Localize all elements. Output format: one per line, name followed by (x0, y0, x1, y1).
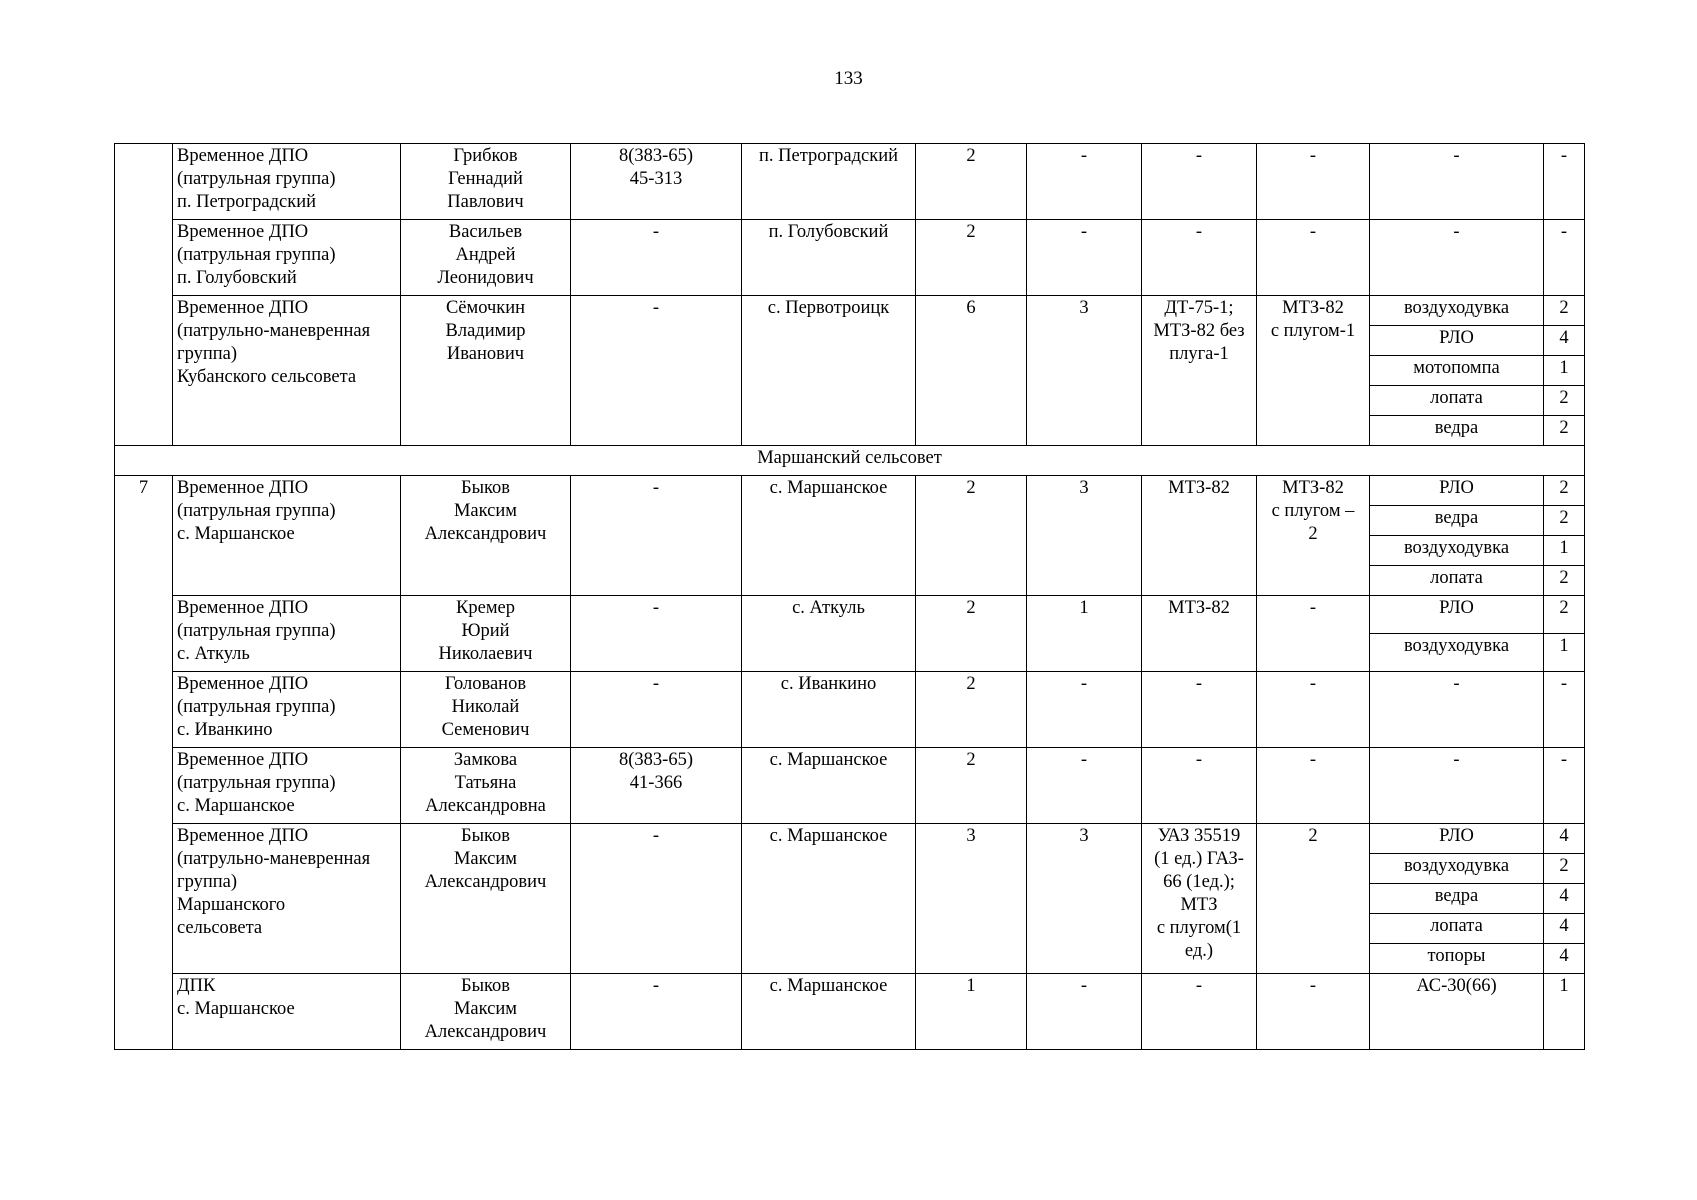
vehicle-count-cell: 3 (1027, 824, 1142, 974)
plough-cell: 2 (1257, 824, 1370, 974)
people-count-cell: 3 (916, 824, 1027, 974)
inventory-count-cell: 1 (1544, 536, 1585, 566)
unit-name-cell: Временное ДПО (патрульная группа) с. Маршанское (173, 476, 401, 596)
phone-cell: - (571, 596, 742, 672)
resource-table (114, 143, 1585, 1050)
inventory-item-cell: РЛО (1370, 476, 1544, 506)
phone-cell: - (571, 296, 742, 446)
table-row (115, 296, 1585, 326)
inventory-item-cell: АС-30(66) (1370, 974, 1544, 1050)
people-count-cell: 2 (916, 596, 1027, 672)
inventory-item-cell: РЛО (1370, 596, 1544, 634)
inventory-count-cell: 2 (1544, 416, 1585, 446)
vehicles-cell: - (1142, 220, 1257, 296)
unit-name-cell: Временное ДПО (патрульная группа) с. Иванкино (173, 672, 401, 748)
location-cell: с. Иванкино (742, 672, 916, 748)
inventory-count-cell: - (1544, 748, 1585, 824)
location-cell: с. Первотроицк (742, 296, 916, 446)
phone-cell: - (571, 672, 742, 748)
phone-cell: 8(383-65) 41-366 (571, 748, 742, 824)
location-cell: с. Маршанское (742, 476, 916, 596)
people-count-cell: 6 (916, 296, 1027, 446)
plough-cell: - (1257, 220, 1370, 296)
vehicles-cell: - (1142, 748, 1257, 824)
inventory-item-cell: - (1370, 220, 1544, 296)
phone-cell: 8(383-65) 45-313 (571, 144, 742, 220)
inventory-item-cell: - (1370, 748, 1544, 824)
vehicles-cell: УАЗ 35519 (1 ед.) ГАЗ- 66 (1ед.); МТЗ с плугом(1 ед.) (1142, 824, 1257, 974)
person-cell: Сёмочкин Владимир Иванович (401, 296, 571, 446)
vehicles-cell: - (1142, 672, 1257, 748)
table-row (115, 144, 1585, 220)
inventory-item-cell: РЛО (1370, 824, 1544, 854)
plough-cell: - (1257, 974, 1370, 1050)
inventory-item-cell: ведра (1370, 416, 1544, 446)
unit-name-cell: Временное ДПО (патрульная группа) п. Голубовский (173, 220, 401, 296)
unit-name-cell: Временное ДПО (патрульно-маневренная группа) Кубанского сельсовета (173, 296, 401, 446)
table-row (115, 220, 1585, 296)
person-cell: Грибков Геннадий Павлович (401, 144, 571, 220)
inventory-count-cell: 1 (1544, 634, 1585, 672)
inventory-item-cell: топоры (1370, 944, 1544, 974)
vehicle-count-cell: - (1027, 672, 1142, 748)
person-cell: Кремер Юрий Николаевич (401, 596, 571, 672)
inventory-count-cell: 2 (1544, 506, 1585, 536)
inventory-item-cell: воздуходувка (1370, 536, 1544, 566)
inventory-count-cell: 2 (1544, 476, 1585, 506)
inventory-count-cell: 2 (1544, 596, 1585, 634)
table-row (115, 476, 1585, 506)
table-row (115, 824, 1585, 854)
person-cell: Голованов Николай Семенович (401, 672, 571, 748)
vehicles-cell: - (1142, 144, 1257, 220)
plough-cell: - (1257, 748, 1370, 824)
location-cell: с. Маршанское (742, 748, 916, 824)
vehicle-count-cell: - (1027, 974, 1142, 1050)
phone-cell: - (571, 824, 742, 974)
people-count-cell: 2 (916, 220, 1027, 296)
people-count-cell: 2 (916, 144, 1027, 220)
page-number: 133 (834, 68, 863, 89)
section-title: Маршанский сельсовет (115, 446, 1585, 476)
plough-cell: - (1257, 596, 1370, 672)
inventory-item-cell: мотопомпа (1370, 356, 1544, 386)
unit-name-cell: Временное ДПО (патрульная группа) с. Аткуль (173, 596, 401, 672)
vehicles-cell: ДТ-75-1; МТЗ-82 без плуга-1 (1142, 296, 1257, 446)
plough-cell: - (1257, 144, 1370, 220)
phone-cell: - (571, 476, 742, 596)
vehicle-count-cell: - (1027, 748, 1142, 824)
vehicle-count-cell: 3 (1027, 476, 1142, 596)
table-row (115, 596, 1585, 634)
unit-name-cell: ДПК с. Маршанское (173, 974, 401, 1050)
unit-name-cell: Временное ДПО (патрульная группа) п. Петроградский (173, 144, 401, 220)
location-cell: п. Петроградский (742, 144, 916, 220)
person-cell: Замкова Татьяна Александровна (401, 748, 571, 824)
inventory-count-cell: - (1544, 672, 1585, 748)
inventory-count-cell: 4 (1544, 326, 1585, 356)
person-cell: Быков Максим Александрович (401, 974, 571, 1050)
location-cell: с. Аткуль (742, 596, 916, 672)
plough-cell: МТЗ-82 с плугом-1 (1257, 296, 1370, 446)
inventory-count-cell: 4 (1544, 824, 1585, 854)
inventory-item-cell: - (1370, 144, 1544, 220)
inventory-count-cell: 2 (1544, 854, 1585, 884)
plough-cell: МТЗ-82 с плугом – 2 (1257, 476, 1370, 596)
phone-cell: - (571, 220, 742, 296)
inventory-item-cell: - (1370, 672, 1544, 748)
phone-cell: - (571, 974, 742, 1050)
section-row (115, 446, 1585, 476)
inventory-item-cell: воздуходувка (1370, 296, 1544, 326)
vehicles-cell: МТЗ-82 (1142, 476, 1257, 596)
people-count-cell: 1 (916, 974, 1027, 1050)
inventory-count-cell: - (1544, 144, 1585, 220)
inventory-item-cell: РЛО (1370, 326, 1544, 356)
location-cell: с. Маршанское (742, 974, 916, 1050)
table-row (115, 748, 1585, 824)
inventory-count-cell: 4 (1544, 884, 1585, 914)
inventory-item-cell: воздуходувка (1370, 634, 1544, 672)
inventory-count-cell: 4 (1544, 914, 1585, 944)
vehicle-count-cell: - (1027, 144, 1142, 220)
inventory-item-cell: лопата (1370, 386, 1544, 416)
inventory-count-cell: 1 (1544, 974, 1585, 1050)
person-cell: Быков Максим Александрович (401, 824, 571, 974)
people-count-cell: 2 (916, 476, 1027, 596)
location-cell: п. Голубовский (742, 220, 916, 296)
unit-name-cell: Временное ДПО (патрульно-маневренная группа) Маршанского сельсовета (173, 824, 401, 974)
vehicle-count-cell: 3 (1027, 296, 1142, 446)
vehicle-count-cell: 1 (1027, 596, 1142, 672)
inventory-count-cell: 2 (1544, 296, 1585, 326)
vehicle-count-cell: - (1027, 220, 1142, 296)
plough-cell: - (1257, 672, 1370, 748)
inventory-item-cell: ведра (1370, 506, 1544, 536)
inventory-count-cell: - (1544, 220, 1585, 296)
inventory-count-cell: 1 (1544, 356, 1585, 386)
person-cell: Быков Максим Александрович (401, 476, 571, 596)
inventory-item-cell: ведра (1370, 884, 1544, 914)
inventory-item-cell: воздуходувка (1370, 854, 1544, 884)
inventory-item-cell: лопата (1370, 566, 1544, 596)
person-cell: Васильев Андрей Леонидович (401, 220, 571, 296)
row-number-cell (115, 144, 173, 446)
unit-name-cell: Временное ДПО (патрульная группа) с. Маршанское (173, 748, 401, 824)
vehicles-cell: - (1142, 974, 1257, 1050)
table-row (115, 974, 1585, 1050)
people-count-cell: 2 (916, 748, 1027, 824)
inventory-count-cell: 2 (1544, 386, 1585, 416)
inventory-item-cell: лопата (1370, 914, 1544, 944)
row-number-cell: 7 (115, 476, 173, 1050)
location-cell: с. Маршанское (742, 824, 916, 974)
vehicles-cell: МТЗ-82 (1142, 596, 1257, 672)
inventory-count-cell: 4 (1544, 944, 1585, 974)
people-count-cell: 2 (916, 672, 1027, 748)
table-row (115, 672, 1585, 748)
inventory-count-cell: 2 (1544, 566, 1585, 596)
